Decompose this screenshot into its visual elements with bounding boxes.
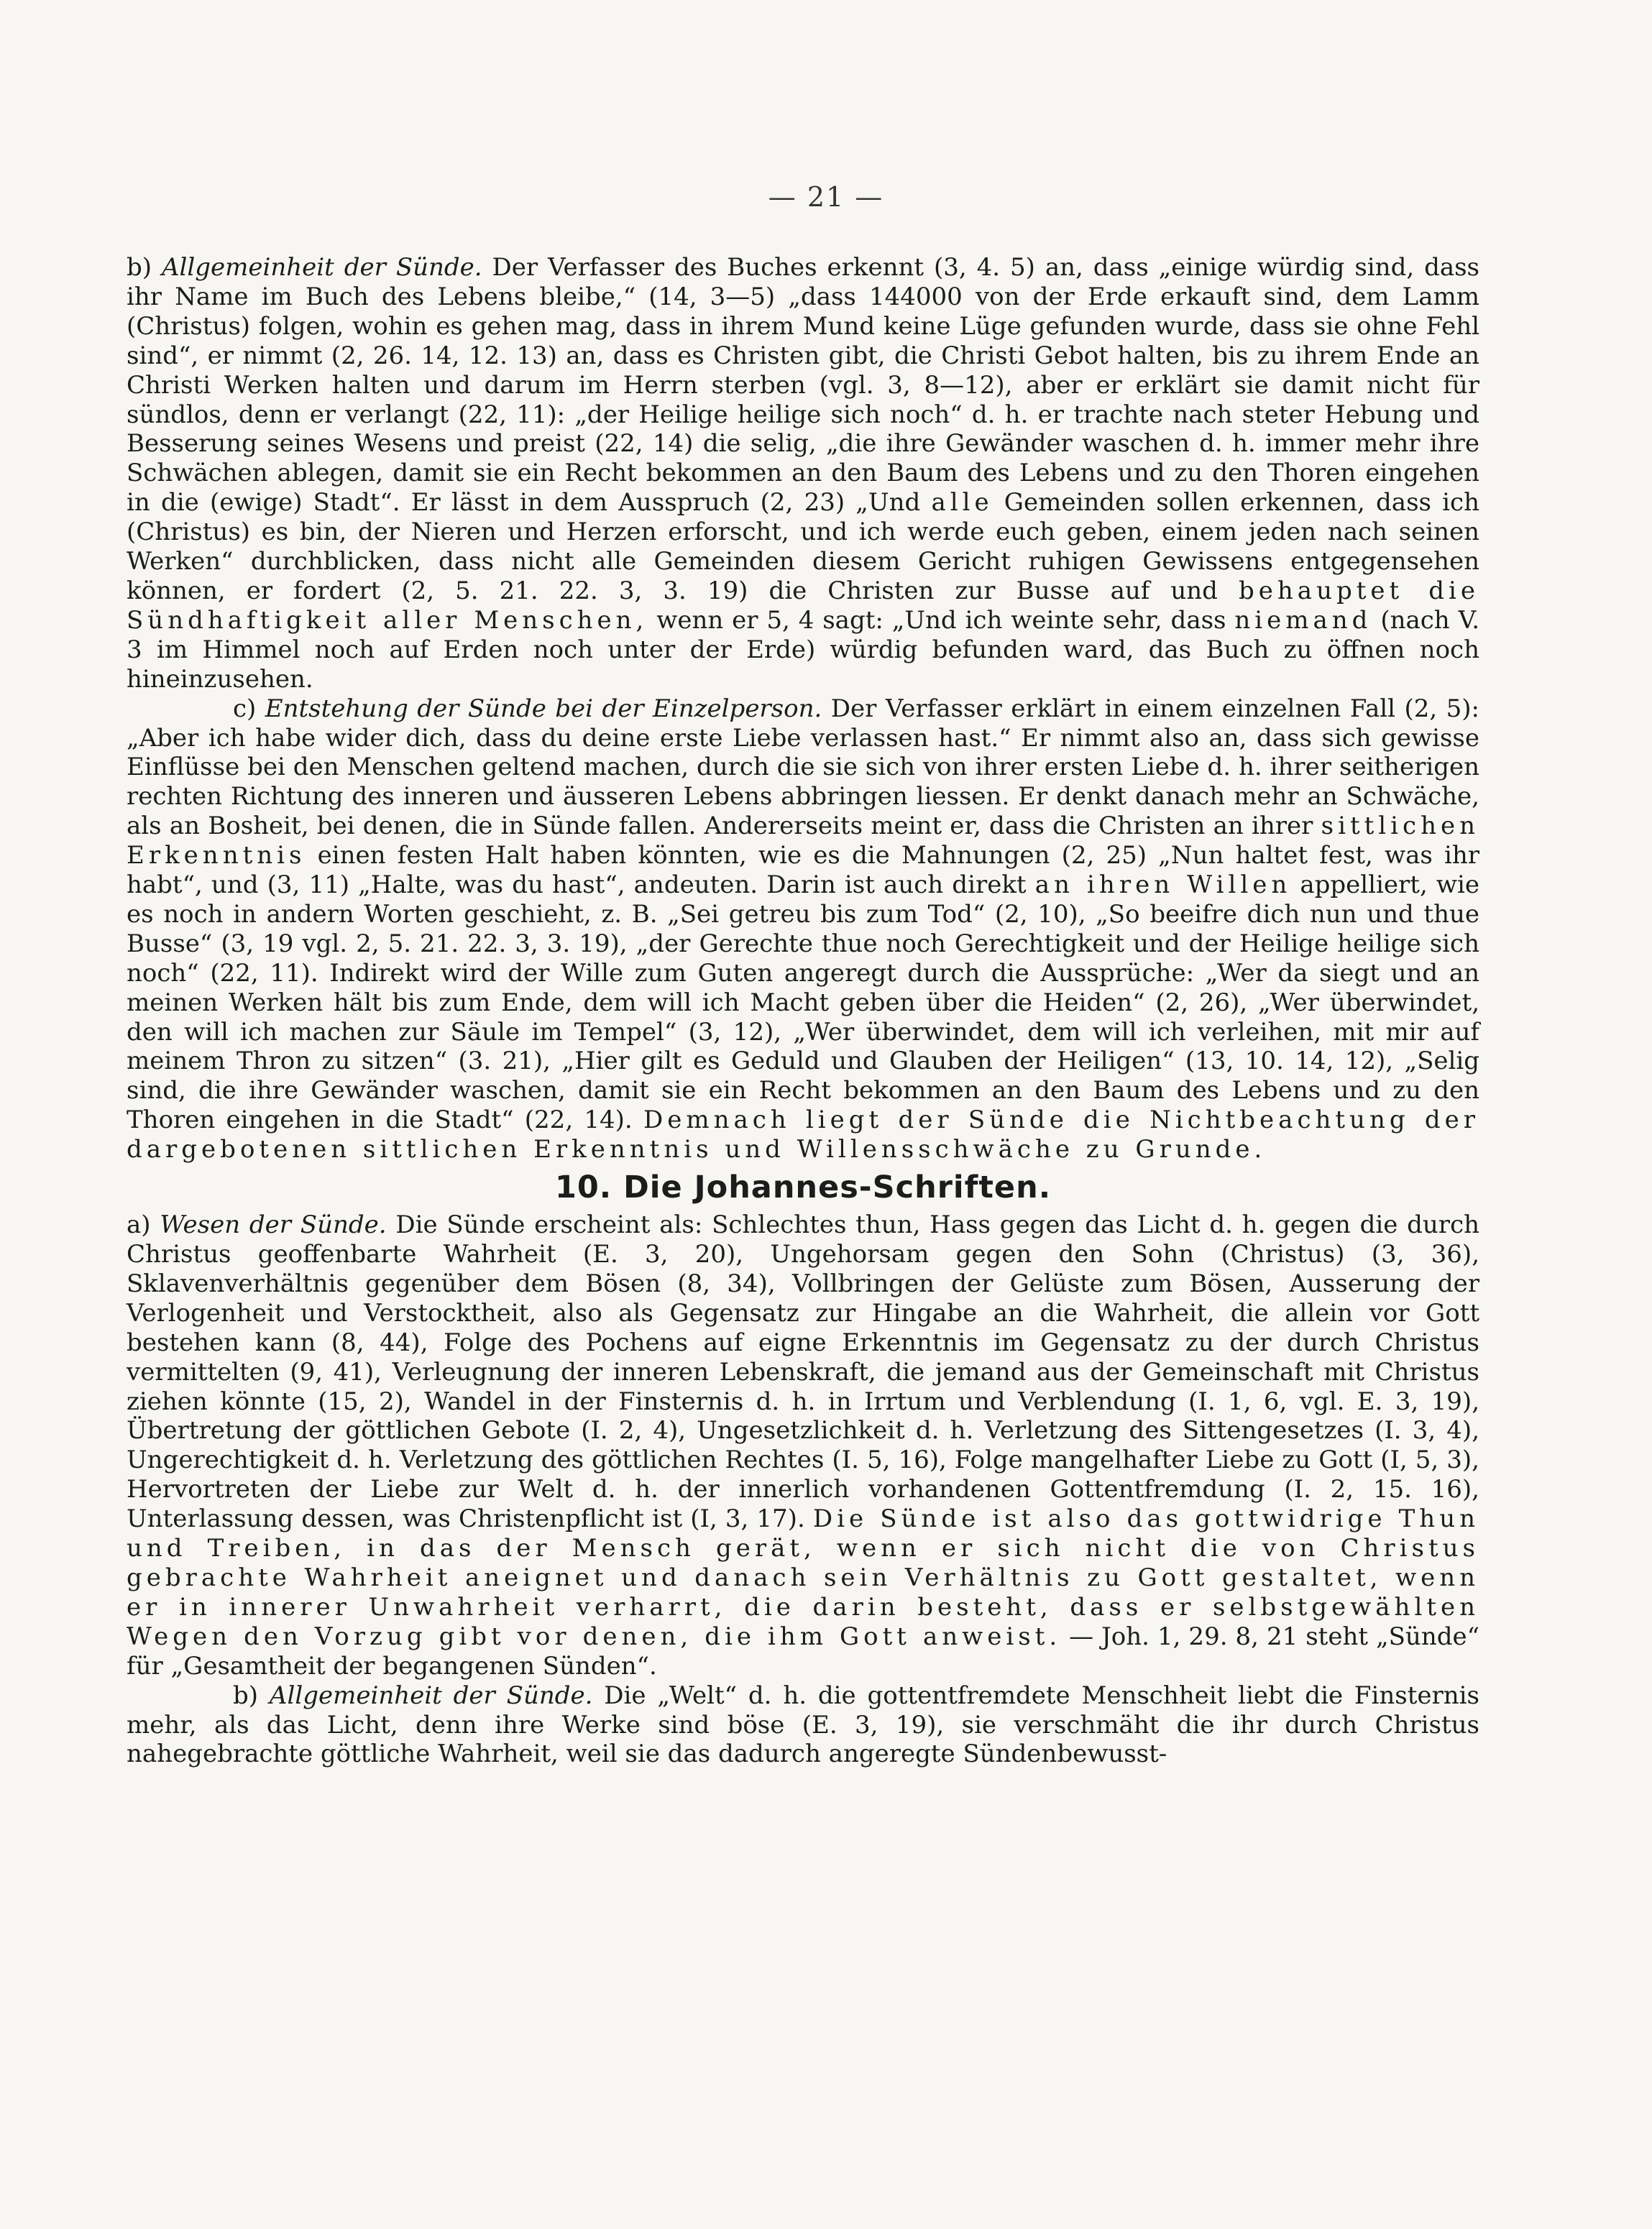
emphasis: Demnach liegt der Sünde die Nichtbeachtung der dargebotenen sittlichen Erkenntnis und Willensschwäche zu Grunde. <box>127 1106 1479 1164</box>
text-run: (nach V. 3 im Himmel noch auf Erden noch unter der Erde) würdig befunden ward, das Buch zu öffnen noch hineinzusehen. <box>127 605 1480 694</box>
section-title: Allgemeinheit der Sünde. <box>161 253 482 282</box>
emphasis: Die Sünde ist also das gottwidrige Thun und Treiben, in das der Mensch gerät, wenn er sich nicht die von Christus gebrachte Wahrheit aneignet und danach sein Verhältnis zu Gott gestaltet, wenn er in innerer Unwahrheit verharrt, die darin besteht, dass er selbstgewählten Wegen den Vorzug gibt vor denen, die ihm Gott anweist. <box>127 1504 1479 1651</box>
text-run: wenn er 5, 4 sagt: „Und ich weinte sehr, dass <box>648 605 1235 635</box>
text-run: einen festen Halt haben könnten, wie es die Mahnungen (2, 25) „Nun haltet fest, was ihr habt“, und (3, 11) „Halte, was du hast“, andeuten. Darin ist auch direkt <box>127 841 1479 900</box>
section-title: Entstehung der Sünde bei der Einzelperson. <box>265 694 822 723</box>
emphasis: an ihren Willen <box>1034 870 1292 900</box>
section-title: Allgemeinheit der Sünde. <box>269 1681 593 1710</box>
emphasis: niemand <box>1234 605 1372 635</box>
paragraph-nature-of-sin <box>127 1210 1479 1681</box>
text-run: Gemeinden sollen erkennen, dass ich (Christus) es bin, der Nieren und Herzen erforscht, und ich werde euch geben, einem jeden nach seinen Werken“ durchblicken, dass nicht alle Gemeinden diesem Gericht ruhigen Gewissens entgegensehen können, er fordert (2, 5. 21. 22. 3, 3. 19) die Christen zur Busse auf und <box>127 488 1479 605</box>
section-label: c) <box>233 694 257 723</box>
text-run: Die Sünde erscheint als: Schlechtes thun, Hass gegen das Licht d. h. gegen die durch Christus geoffenbarte Wahrheit (E. 3, 20), Ungehorsam gegen den Sohn (Christus) (3, 36), Sklavenverhältnis gegenüber dem Bösen (8, 34), Vollbringen der Gelüste zum Bösen, Ausserung der Verlogenheit und Verstocktheit, also als Gegensatz zur Hingabe an die Wahrheit, die allein vor Gott bestehen kann (8, 44), Folge des Pochens auf eigne Erkenntnis im Gegensatz zu der durch Christus vermittelten (9, 41), Verleugnung der inneren Lebenskraft, die jemand aus der Gemeinschaft mit Christus ziehen könnte (15, 2), Wandel in der Finsternis d. h. in Irrtum und Verblendung (I. 1, 6, vgl. E. 3, 19), Übertretung der göttlichen Gebote (I. 2, 4), Ungesetzlichkeit d. h. Verletzung des Sittengesetzes (I. 3, 4), Ungerechtigkeit d. h. Verletzung des göttlichen Rechtes (I. 5, 16), Folge mangelhafter Liebe zu Gott (I, 5, 3), Hervortreten der Liebe zur Welt d. h. der innerlich vorhandenen Gottentfremdung (I. 2, 15. 16), Unterlassung dessen, was Christenpflicht ist (I, 3, 17). <box>127 1210 1480 1534</box>
section-label: a) <box>127 1210 151 1240</box>
section-label: b) <box>127 253 152 282</box>
text-run: appelliert, wie es noch in andern Worten geschieht, z. B. „Sei getreu bis zum Tod“ (2, 10), „So beeifre dich nun und thue Busse“ (3, 19 vgl. 2, 5. 21. 22. 3, 3. 19), „der Gerechte thue noch Gerechtigkeit und der Heilige heilige sich noch“ (22, 11). Indirekt wird der Wille zum Guten angeregt durch die Aussprüche: „Wer da siegt und an meinen Werken hält bis zum Ende, dem will ich Macht geben über die Heiden“ (2, 26), „Wer überwindet, den will ich machen zur Säule im Tempel“ (3, 12), „Wer überwindet, dem will ich verleihen, mit mir auf meinem Thron zu sitzen“ (3. 21), „Hier gilt es Geduld und Glauben der Heiligen“ (13, 10. 14, 12), „Selig sind, die ihre Gewänder waschen, damit sie ein Recht bekommen an den Baum des Lebens und zu den Thoren eingehen in die Stadt“ (22, 14). <box>127 870 1479 1135</box>
paragraph-generality-of-sin <box>127 253 1479 694</box>
section-heading: 10. Die Johannes-Schriften. <box>554 1169 1052 1206</box>
text-run: Der Verfasser des Buches erkennt (3, 4. 5) an, dass „einige würdig sind, dass ihr Name im Buch des Lebens bleibe,“ (14, 3—5) „dass 144000 von der Erde erkauft sind, dem Lamm (Christus) folgen, wohin es gehen mag, dass in ihrem Mund keine Lüge gefunden wurde, dass sie ohne Fehl sind“, er nimmt (2, 26. 14, 12. 13) an, dass es Christen gibt, die Christi Gebot halten, bis zu ihrem Ende an Christi Werken halten und darum im Herrn sterben (vgl. 3, 8—12), aber er erklärt sie damit nicht für sündlos, denn er verlangt (22, 11): „der Heilige heilige sich noch“ d. h. er trachte nach steter Hebung und Besserung seines Wesens und preist (22, 14) die selig, „die ihre Gewänder waschen d. h. immer mehr ihre Schwächen ablegen, damit sie ein Recht bekommen an den Baum des Lebens und zu den Thoren eingehen in die (ewige) Stadt“. Er lässt in dem Ausspruch (2, 23) „Und <box>127 253 1480 518</box>
section-label: b) <box>233 1681 259 1710</box>
page-number: — 21 — <box>768 181 884 213</box>
text-run: — Joh. 1, 29. 8, 21 steht „Sünde“ für „Gesamtheit der begangenen Sünden“. <box>127 1622 1479 1681</box>
text-run: Die „Welt“ d. h. die gottentfremdete Menschheit liebt die Finsternis mehr, als das Licht, denn ihre Werke sind böse (E. 3, 19), sie verschmäht die ihr durch Christus nahegebrachte göttliche Wahrheit, weil sie das dadurch angeregte Sündenbewusst- <box>127 1681 1479 1769</box>
emphasis: behauptet die Sündhaftigkeit aller Menschen, <box>127 576 1479 635</box>
emphasis: alle <box>931 488 994 518</box>
body-text <box>127 253 1479 1769</box>
paragraph-generality-of-sin-john <box>127 1681 1479 1770</box>
text-run: Der Verfasser erklärt in einem einzelnen Fall (2, 5): „Aber ich habe wider dich, dass du deine erste Liebe verlassen hast.“ Er nimmt also an, dass sich gewisse Einflüsse bei den Menschen geltend machen, durch die sie sich von ihrer ersten Liebe d. h. ihrer seitherigen rechten Richtung des inneren und äusseren Lebens abbringen liessen. Er denkt danach mehr an Schwäche, als an Bosheit, bei denen, die in Sünde fallen. Andererseits meint er, dass die Christen an ihrer <box>127 694 1479 841</box>
paragraph-origin-of-sin <box>127 694 1479 1165</box>
emphasis: sittlichen Erkenntnis <box>127 812 1479 870</box>
section-title: Wesen der Sünde. <box>160 1210 387 1240</box>
